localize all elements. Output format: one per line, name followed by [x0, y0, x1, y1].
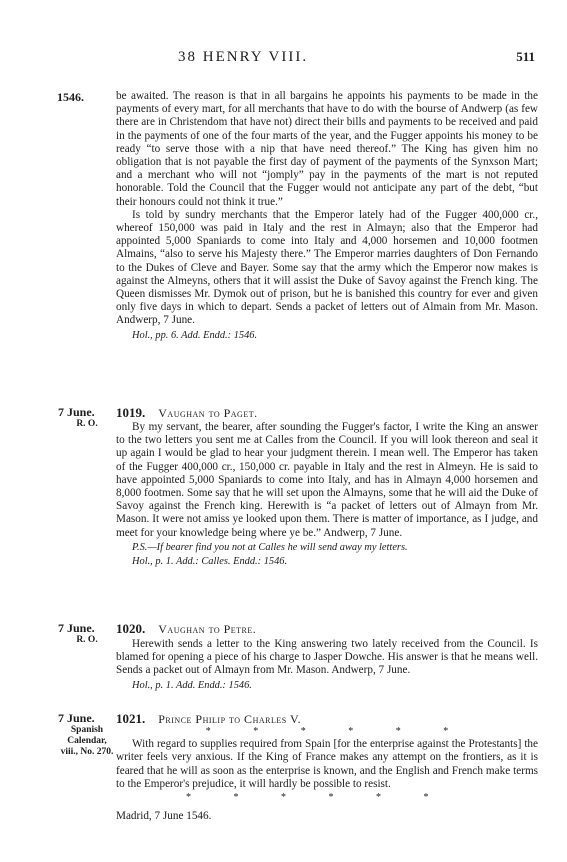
- entry-text: With regard to supplies required from Spain [for the enterprise against the Protestants] the writer feels very anxious. If the King of France makes any attempt on the frontiers, as it is feared that he will as soon as the enterprise is known, and the English and French make terms to the Emperor's prejudice, it will hardly be possible to resist.: [116, 738, 538, 790]
- entry-source: R. O.: [76, 635, 98, 645]
- entry-title: Vaughan to Paget.: [158, 406, 258, 420]
- entry-closing: Madrid, 7 June 1546.: [116, 810, 212, 823]
- entry-1021-body: [116, 725, 538, 823]
- entry-number: 1020.: [116, 621, 146, 636]
- entry-source: Spanish Calendar, viii., No. 270.: [60, 725, 114, 757]
- entry-1019-body: [116, 421, 538, 568]
- entry-text: Herewith sends a letter to the King answering two lately received from the Council. Is blamed for opening a piece of his charge to Jasper Dowche. His answer is that he means well. Sends a packet out of Almayn from Mr. Mason. Andwerp, 7 June.: [116, 638, 538, 677]
- page-number: 511: [516, 49, 535, 64]
- entry-source: R. O.: [76, 419, 98, 429]
- entry-title: Prince Philip to Charles V.: [158, 712, 302, 726]
- entry-text: By my servant, the bearer, after sounding the Fugger's factor, I write the King an answer to the two letters you sent me at Calles from the Council. If you will look thereon and seal it up again I would be glad to hear your judgment therein. I mean well. The Emperor has taken of the Fugger 400,000 cr., 150,000 cr. payable in Italy and the rest in Almeyn. He is said to have appointed 5,000 Spaniards to come into Italy, and has in Almayn 4,000 horsemen and 8,000 footmen. Some say that he will set upon the Almayns, some that he will aid the Duke of Savoy against the French king. Herewith is “a packet of letters out of Almayn from Mr. Mason. It were not amiss ye looked upon them. There is matter of importance, as I judge, and meet for your knowledge being where ye be.” Andwerp, 7 June.: [116, 421, 538, 539]
- entry-number: 1021.: [116, 711, 146, 726]
- entry-reference: Hol., p. 1. Add.: Calles. Endd.: 1546.: [132, 555, 288, 567]
- continuation-paragraph-2: Is told by sundry merchants that the Emperor lately had of the Fugger 400,000 cr., whereof 150,000 was paid in Italy and the rest in Almayn; also that the Emperor had appointed 5,000 Spaniards to come into Italy and 4,000 horsemen and 10,000 footmen Almains, “also to serve his Majesty there.” The Emperor marries daughters of Don Fernando to the Dukes of Cleve and Bayer. Some say that the army which the Emperor now makes is against the Almeyns, others that it will assist the Duke of Savoy against the French king. The Queen dismisses Mr. Dymok out of prison, but he is banished this country for ever and given only five days in which to depart. Sends a packet of letters out of Almain from Mr. Mason. Andwerp, 7 June.: [116, 208, 538, 327]
- ellipsis-stars-top: * * * * * *: [205, 726, 449, 737]
- ellipsis-stars-bottom: * * * * * *: [186, 792, 429, 804]
- entry-postscript: P.S.—If bearer find you not at Calles he will send away my letters.: [132, 541, 408, 553]
- entry-heading: [116, 405, 258, 421]
- continuation-paragraph-1: be awaited. The reason is that in all bargains he appoints his payments to be made in the payments of every mart, for all merchants that have to do with the bourse of Andwerp (as few there are in Christendom that have not) direct their bills and payments to be received and paid in the payments of one of the four marts of the year, and the Fugger appoints his money to be ready “to serve those with a nip that have need thereof.” The King has given him no obligation that is not payable the first day of payment of the payments of the Synxson Mart; and a merchant who will not “jomply” pay in the payments of the mart is not reputed honorable. Told the Council that the Fugger would not anticipate any part of the debt, “but their honours could not think it true.”: [116, 90, 538, 208]
- continuation-reference: Hol., pp. 6. Add. Endd.: 1546.: [132, 329, 258, 341]
- entry-1020-body: [116, 638, 538, 692]
- continuation-text: [116, 90, 538, 342]
- running-head-title: 38 HENRY VIII.: [178, 49, 309, 65]
- entry-date: 7 June.: [58, 405, 95, 419]
- entry-number: 1019.: [116, 405, 146, 420]
- entry-title: Vaughan to Petre.: [158, 622, 257, 636]
- running-header: [0, 49, 567, 69]
- entry-date: 7 June.: [58, 621, 95, 635]
- entry-date: 7 June.: [58, 711, 95, 725]
- entry-reference: Hol., p. 1. Add. Endd.: 1546.: [132, 679, 252, 691]
- entry-heading: [116, 621, 256, 637]
- margin-year: 1546.: [57, 90, 84, 104]
